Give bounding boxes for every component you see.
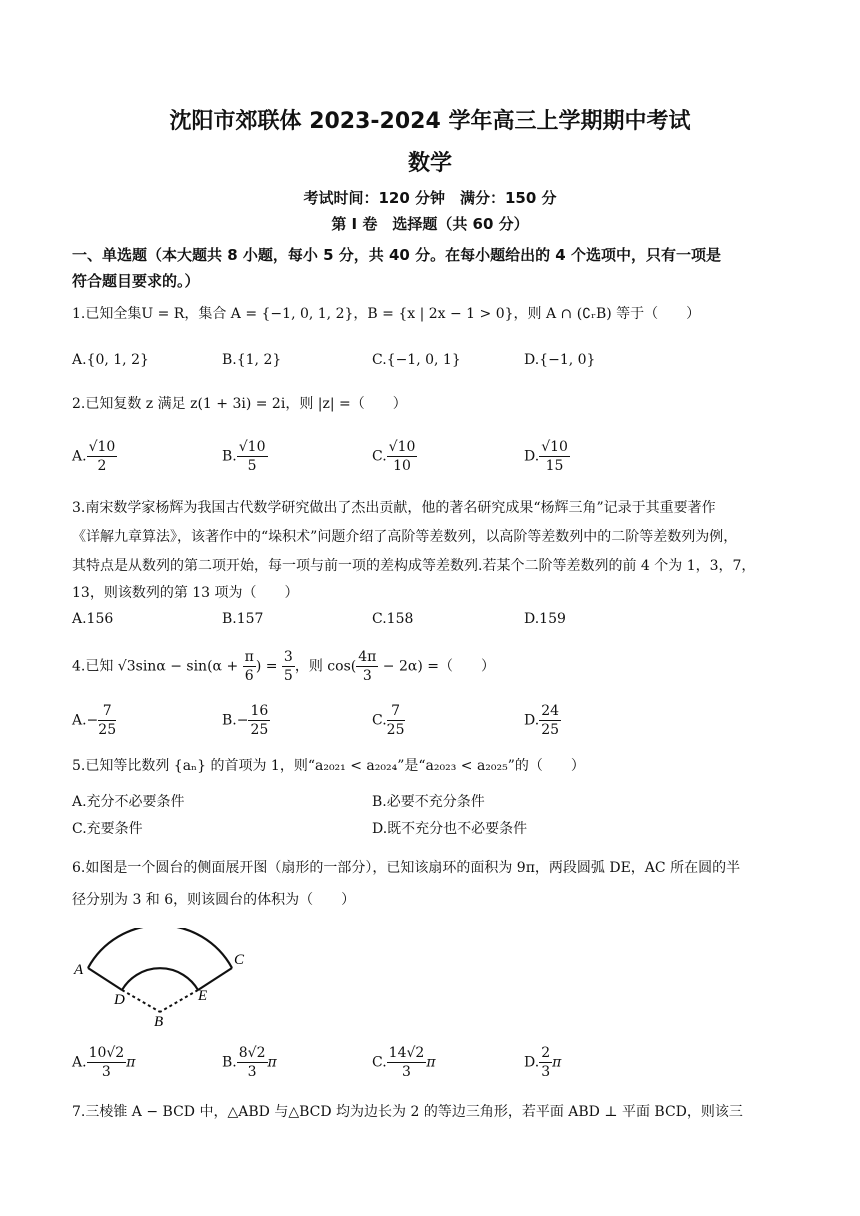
q4-option-c-num: 7 [387, 702, 405, 721]
q2-option-c-den: 10 [393, 458, 411, 474]
q4-frac2-num: 3 [283, 649, 293, 665]
segment-ad [88, 968, 122, 990]
q4-stem-c: ，则 cos( [294, 658, 357, 675]
q2-option-a-label: A. [72, 448, 87, 465]
q4-option-c-den: 25 [386, 722, 405, 738]
q6-option-d-tail: π [552, 1054, 562, 1071]
q6-option-c-label: C. [372, 1054, 387, 1071]
inner-arc-de [122, 968, 198, 990]
q3-option-b: B.157 [222, 611, 264, 627]
q6-option-b [222, 1044, 277, 1081]
q2-option-a-den: 2 [97, 458, 107, 474]
label-a: A [74, 962, 84, 978]
q3-option-a: A.156 [72, 611, 114, 627]
q1-option-c: C.{−1, 0, 1} [372, 352, 461, 368]
q6-line2: 径分别为 3 和 6，则该圆台的体积为（ ） [72, 892, 356, 908]
q2-option-b-num: √10 [238, 439, 266, 455]
outer-arc-ac [88, 928, 232, 968]
q4-option-b-den: 25 [250, 722, 269, 738]
segment-db-dashed [122, 990, 160, 1012]
frustum-net-figure [70, 928, 250, 1028]
q6-option-a-num: 10√2 [88, 1045, 125, 1061]
q4-option-a [72, 702, 116, 739]
q4-option-a-num: 7 [98, 702, 116, 721]
section-heading-line1: 一、单选题（本大题共 8 小题，每小 5 分，共 40 分。在每小题给出的 4 个选项中，只有一项是 [72, 246, 721, 264]
q5-option-b: B.必要不充分条件 [372, 794, 485, 810]
q2-option-c-label: C. [372, 448, 387, 465]
q2-stem: 2.已知复数 z 满足 z(1 + 3i) = 2i，则 |z| =（ ） [72, 396, 407, 412]
q2-option-d-num: √10 [541, 439, 568, 455]
q1-option-a: A.{0, 1, 2} [72, 352, 149, 368]
q4-stem-a: 4.已知 √3sinα − sin(α + [72, 658, 243, 675]
q6-option-b-num: 8√2 [238, 1045, 266, 1061]
q3-line1: 3.南宋数学家杨辉为我国古代数学研究做出了杰出贡献，他的著名研究成果“杨辉三角”记录于其重要著作 [72, 500, 716, 516]
exam-title: 沈阳市郊联体 2023-2024 学年高三上学期期中考试 [169, 109, 691, 134]
q6-line1: 6.如图是一个圆台的侧面展开图（扇形的一部分），已知该扇环的面积为 9π，两段圆弧 DE，AC 所在圆的半 [72, 860, 741, 876]
q4-option-c [372, 702, 405, 739]
q6-option-b-tail: π [267, 1054, 277, 1071]
q6-option-d-den: 3 [541, 1064, 551, 1080]
q4-frac2-den: 5 [283, 668, 293, 684]
q4-stem-d: − 2α) =（ ） [378, 658, 495, 675]
q4-frac1-num: π [244, 649, 254, 665]
q4-option-b-num: 16 [250, 703, 269, 719]
q6-option-a-label: A. [72, 1054, 87, 1071]
q1-option-b: B.{1, 2} [222, 352, 282, 368]
q4-frac3-num: 4π [358, 649, 377, 665]
q1-stem: 1.已知全集U = R，集合 A = {−1, 0, 1, 2}，B = {x | 2x − 1 > 0}，则 A ∩ (∁ᵣB) 等于（ ） [72, 306, 701, 322]
q2-option-b-label: B. [222, 448, 237, 465]
q5-option-d: D.既不充分也不必要条件 [372, 821, 528, 837]
q4-option-d-den: 25 [541, 722, 560, 738]
q4-frac3-den: 3 [362, 668, 372, 684]
q4-stem-b: ) = [255, 658, 282, 675]
q6-option-b-label: B. [222, 1054, 237, 1071]
q4-option-d-num: 24 [541, 703, 560, 719]
part-heading: 第 I 卷 选择题（共 60 分） [331, 215, 529, 233]
label-e: E [198, 988, 208, 1004]
q3-line4: 13，则该数列的第 13 项为（ ） [72, 585, 299, 601]
q4-option-a-label: A.− [72, 712, 99, 729]
q4-option-a-den: 25 [98, 722, 117, 738]
q6-option-c [372, 1044, 436, 1081]
q6-option-a [72, 1044, 135, 1081]
segment-eb-dashed [160, 990, 198, 1012]
q1-option-d: D.{−1, 0} [524, 352, 596, 368]
q6-option-a-tail: π [126, 1054, 136, 1071]
q3-option-d: D.159 [524, 611, 566, 627]
exam-info: 考试时间：120 分钟 满分：150 分 [303, 189, 557, 207]
q6-option-a-den: 3 [101, 1064, 111, 1080]
q6-option-b-den: 3 [247, 1064, 257, 1080]
q6-option-c-den: 3 [402, 1064, 411, 1080]
q5-option-c: C.充要条件 [72, 821, 143, 837]
q2-option-c-num: √10 [388, 439, 416, 455]
q4-option-b-label: B.− [222, 712, 249, 729]
q2-option-b [222, 438, 268, 475]
q4-option-d [524, 702, 561, 739]
q2-option-a-num: √10 [88, 439, 116, 455]
q6-option-c-num: 14√2 [388, 1045, 425, 1061]
label-d: D [114, 992, 125, 1008]
q2-option-d [524, 438, 570, 475]
q6-option-d-label: D. [524, 1054, 540, 1071]
q3-line2: 《详解九章算法》，该著作中的“垛积术”问题介绍了高阶等差数列，以高阶等差数列中的二阶等差数列为例， [72, 529, 738, 545]
q4-stem [72, 648, 802, 685]
section-heading-line2: 符合题目要求的。） [72, 272, 200, 290]
label-c: C [234, 952, 245, 968]
q2-option-b-den: 5 [247, 458, 257, 474]
q4-option-b [222, 702, 270, 739]
q5-stem: 5.已知等比数列 {aₙ} 的首项为 1，则“a₂₀₂₁ < a₂₀₂₄”是“a₂₀₂₃ < a₂₀₂₅”的（ ） [72, 758, 585, 774]
q4-frac1-den: 6 [244, 668, 254, 684]
q2-option-d-label: D. [524, 448, 540, 465]
q6-option-c-tail: π [426, 1054, 436, 1071]
q4-option-c-label: C. [372, 712, 387, 729]
label-b: B [154, 1014, 164, 1028]
subject-title: 数学 [407, 151, 452, 176]
q4-option-d-label: D. [524, 712, 540, 729]
q7-line1: 7.三棱锥 A − BCD 中，△ABD 与△BCD 均为边长为 2 的等边三角形，若平面 ABD ⊥ 平面 BCD，则该三 [72, 1104, 743, 1120]
q6-option-d-num: 2 [541, 1045, 551, 1061]
q5-option-a: A.充分不必要条件 [72, 794, 185, 810]
q2-option-a [72, 438, 117, 475]
q3-line3: 其特点是从数列的第二项开始，每一项与前一项的差构成等差数列.若某个二阶等差数列的前 4 个为 1，3，7， [72, 558, 756, 574]
q2-option-d-den: 15 [545, 458, 564, 474]
q3-option-c: C.158 [372, 611, 414, 627]
segment-ce [198, 968, 232, 990]
q2-option-c [372, 438, 417, 475]
q6-option-d [524, 1044, 561, 1081]
